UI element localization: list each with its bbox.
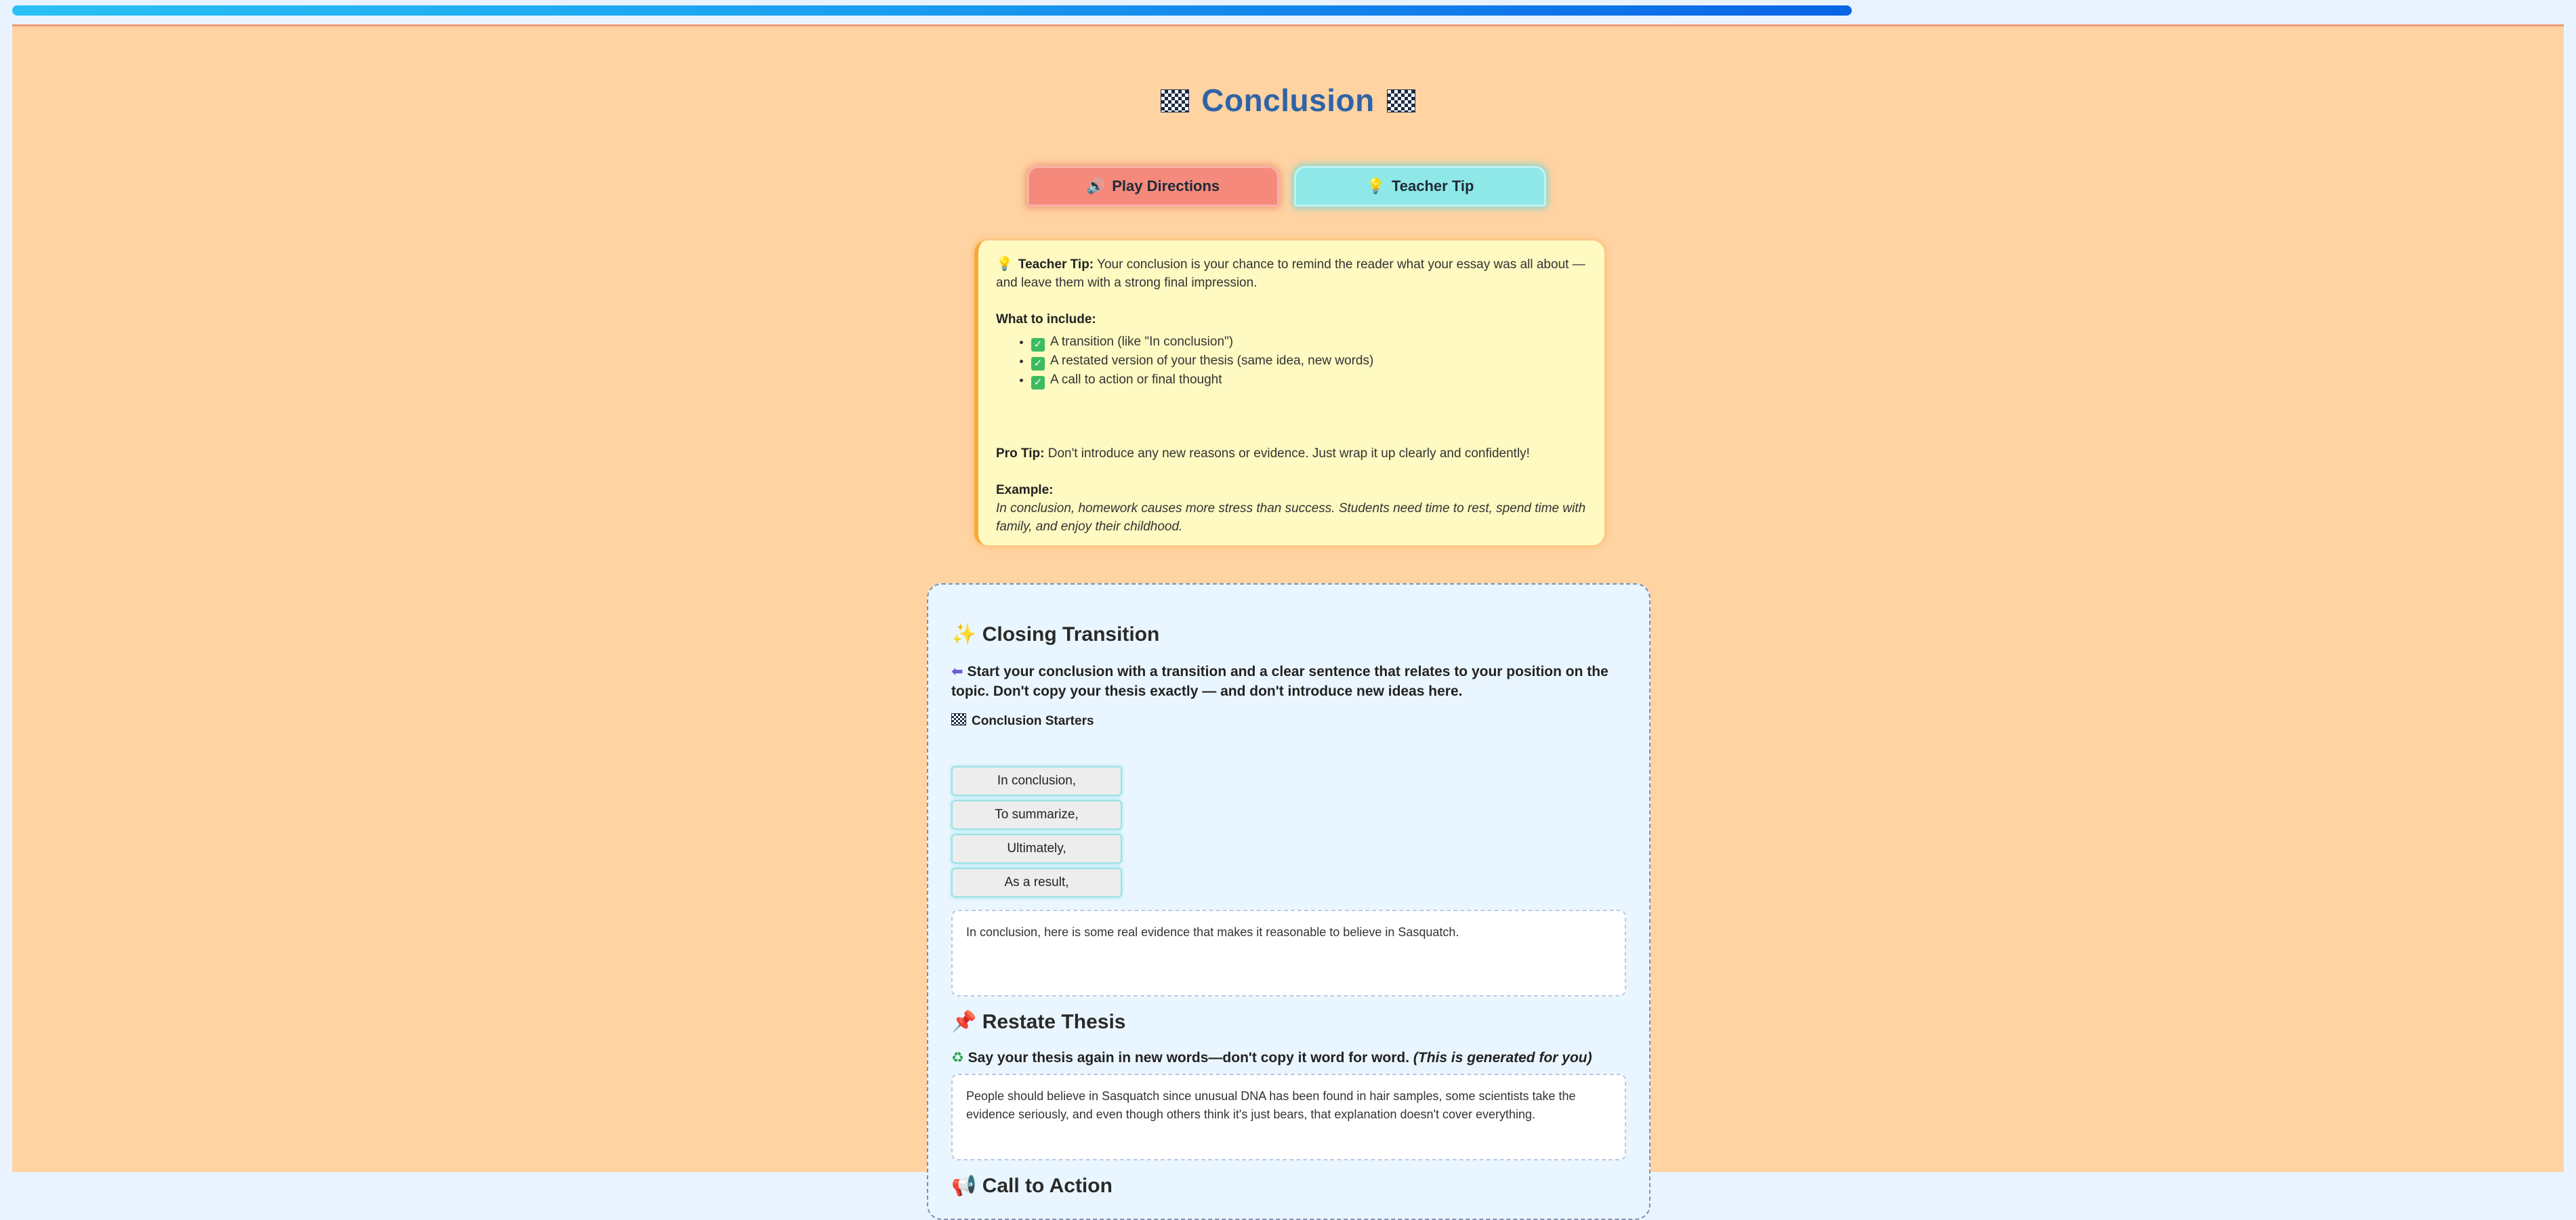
teacher-tip-card: [974, 240, 1604, 545]
page-title-text: Conclusion: [1201, 83, 1375, 118]
play-directions-button[interactable]: [1027, 166, 1279, 207]
example-lead: Example:: [996, 483, 1054, 497]
starter-to-summarize-button[interactable]: To summarize,: [951, 800, 1122, 830]
progress-bar: [12, 5, 2176, 16]
closing-transition-heading: ✨ Closing Transition: [951, 623, 1160, 646]
recycle-icon: ♻: [951, 1050, 964, 1066]
teacher-tip-label: Teacher Tip: [1391, 177, 1474, 194]
back-arrow-icon: ⬅: [951, 664, 963, 679]
sparkles-icon: ✨: [951, 623, 977, 646]
closing-transition-prompt: ⬅ Start your conclusion with a transition and a clear sentence that relates to your position on the topic. Don't copy your thesis exactly — and don't introduce new ideas here.: [951, 664, 1608, 699]
play-directions-label: Play Directions: [1112, 177, 1220, 194]
pushpin-icon: 📌: [951, 1011, 977, 1033]
progress-bar-fill: [12, 5, 1852, 16]
restate-thesis-heading: 📌 Restate Thesis: [951, 1011, 1126, 1033]
conclusion-work-card: [927, 583, 1650, 1220]
list-item: • ✓ A restated version of your thesis (same idea, new words): [1031, 352, 1587, 371]
page-title: [12, 82, 2564, 119]
list-item: • ✓ A call to action or final thought: [1031, 371, 1587, 390]
closing-transition-input[interactable]: In conclusion, here is some real evidence that makes it reasonable to believe in Sasquatch.: [951, 910, 1626, 996]
list-item: • ✓ A transition (like "In conclusion"): [1031, 333, 1587, 352]
restate-thesis-text: People should believe in Sasquatch since unusual DNA has been found in hair samples, some scientists take the evidence seriously, and even though others think it's just bears, that explanation doesn't cover everything.: [951, 1074, 1626, 1160]
speaker-icon: 🔊: [1086, 177, 1106, 194]
starter-in-conclusion-button[interactable]: In conclusion,: [951, 766, 1122, 796]
conclusion-starters-label: Conclusion Starters: [951, 713, 1094, 729]
checkmark-icon: ✓: [1031, 338, 1045, 352]
checkered-flag-icon: [1161, 89, 1189, 112]
example-text: In conclusion, homework causes more stress than success. Students need time to rest, spend time with family, and enjoy their childhood.: [996, 501, 1586, 534]
pro-tip: [996, 444, 1587, 463]
generated-note: (This is generated for you): [1413, 1050, 1592, 1066]
megaphone-icon: 📢: [951, 1175, 977, 1197]
checkmark-icon: ✓: [1031, 357, 1045, 371]
teacher-tip-button[interactable]: [1294, 166, 1546, 207]
tip-intro-text: Your conclusion is your chance to remind the reader what your essay was all about — and leave them with a strong final impression.: [996, 257, 1585, 290]
main-panel: [12, 24, 2564, 1197]
checkered-flag-icon: [1387, 89, 1415, 112]
include-heading: What to include:: [996, 312, 1096, 327]
starter-ultimately-button[interactable]: Ultimately,: [951, 834, 1122, 864]
include-list: [996, 333, 1587, 390]
pro-tip-text: Don't introduce any new reasons or evidence. Just wrap it up clearly and confidently!: [1047, 446, 1530, 461]
pro-tip-lead: Pro Tip:: [996, 446, 1045, 461]
checkered-flag-icon: [951, 713, 966, 725]
starter-as-a-result-button[interactable]: As a result,: [951, 868, 1122, 898]
tip-lead: Teacher Tip:: [1018, 257, 1094, 272]
lightbulb-icon: 💡: [1366, 177, 1385, 194]
tip-intro: [996, 255, 1587, 292]
call-to-action-heading: 📢 Call to Action: [951, 1175, 1113, 1197]
checkmark-icon: ✓: [1031, 376, 1045, 390]
restate-thesis-prompt: ♻ Say your thesis again in new words—don't copy it word for word. (This is generated for you): [951, 1050, 1592, 1066]
lightbulb-icon: 💡: [996, 257, 1013, 272]
